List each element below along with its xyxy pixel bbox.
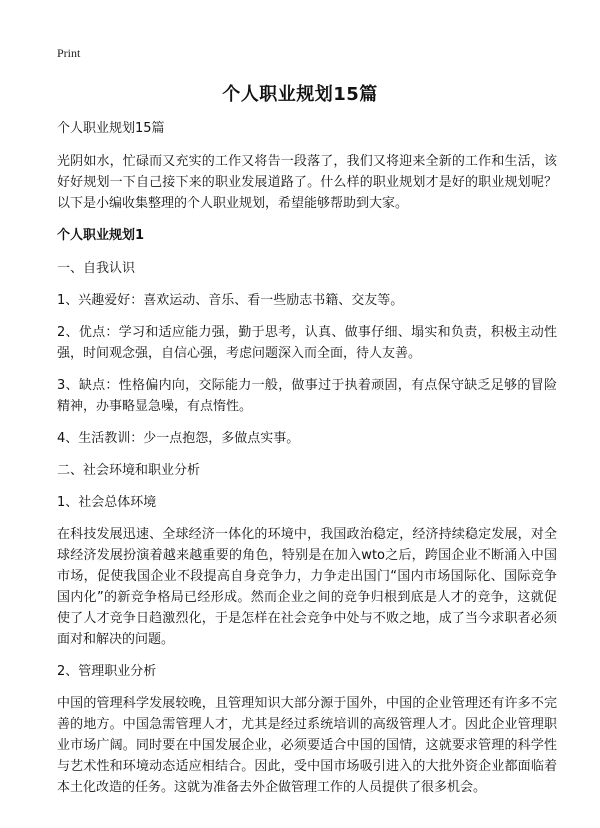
intro-paragraph: 光阴如水，忙碌而又充实的工作又将告一段落了，我们又将迎来全新的工作和生活，该好好规划一下自己接下来的职业发展道路了。什么样的职业规划才是好的职业规划呢？以下是小编收集整理的个人职业规划，希望能够帮助到大家。 — [57, 154, 557, 211]
part2-heading: 二、社会环境和职业分析 — [57, 463, 201, 478]
sub1-paragraph: 在科技发展迅速、全球经济一体化的环境中，我国政治稳定，经济持续稳定发展，对全球经济发展扮演着越来越重要的角色，特别是在加入wto之后，跨国企业不断涌入中国市场，促使我国企业不段提高自身竞争力，力争走出国门“国内市场国际化、国际竞争国内化”的新竞争格局已经形成。然而企业之间的竞争归根到底是人才的竞争，这就促使了人才竞争日趋激烈化，于是怎样在社会竞争中处与不败之地，成了当今求职者必须面对和解决的问题。 — [57, 527, 557, 647]
self-item-weaknesses: 3、缺点：性格偏内向，交际能力一般，做事过于执着顽固，有点保守缺乏足够的冒险精神，办事略显急噪，有点惰性。 — [57, 378, 557, 414]
sub2-paragraph: 中国的管理科学发展较晚，且管理知识大部分源于国外，中国的企业管理还有许多不完善的地方。中国急需管理人才，尤其是经过系统培训的高级管理人才。因此企业管理职业市场广阔。同时要在中国发展企业，必须要适合中国的国情，这就要求管理的科学性与艺术性和环境动态适应相结合。因此，受中国市场吸引进入的大批外资企业都面临着本土化改造的任务。这就为准备去外企做管理工作的人员提供了很多机会。 — [57, 696, 557, 795]
page-title: 个人职业规划15篇 — [222, 84, 378, 105]
print-link[interactable]: Print — [57, 46, 81, 60]
article-subtitle: 个人职业规划15篇 — [57, 121, 165, 136]
sub2-heading: 2、管理职业分析 — [57, 664, 157, 679]
self-item-strengths: 2、优点：学习和适应能力强，勤于思考，认真、做事仔细、塌实和负责，积极主动性强，时间观念强，自信心强，考虑问题深入而全面，待人友善。 — [57, 325, 557, 361]
sub1-heading: 1、社会总体环境 — [57, 495, 157, 510]
self-item-lessons: 4、生活教训：少一点抱怨，多做点实事。 — [57, 431, 300, 446]
article-body — [57, 118, 557, 809]
self-item-interests: 1、兴趣爱好：喜欢运动、音乐、看一些励志书籍、交友等。 — [57, 293, 404, 308]
section-heading: 个人职业规划1 — [57, 228, 145, 243]
part1-heading: 一、自我认识 — [57, 261, 136, 276]
